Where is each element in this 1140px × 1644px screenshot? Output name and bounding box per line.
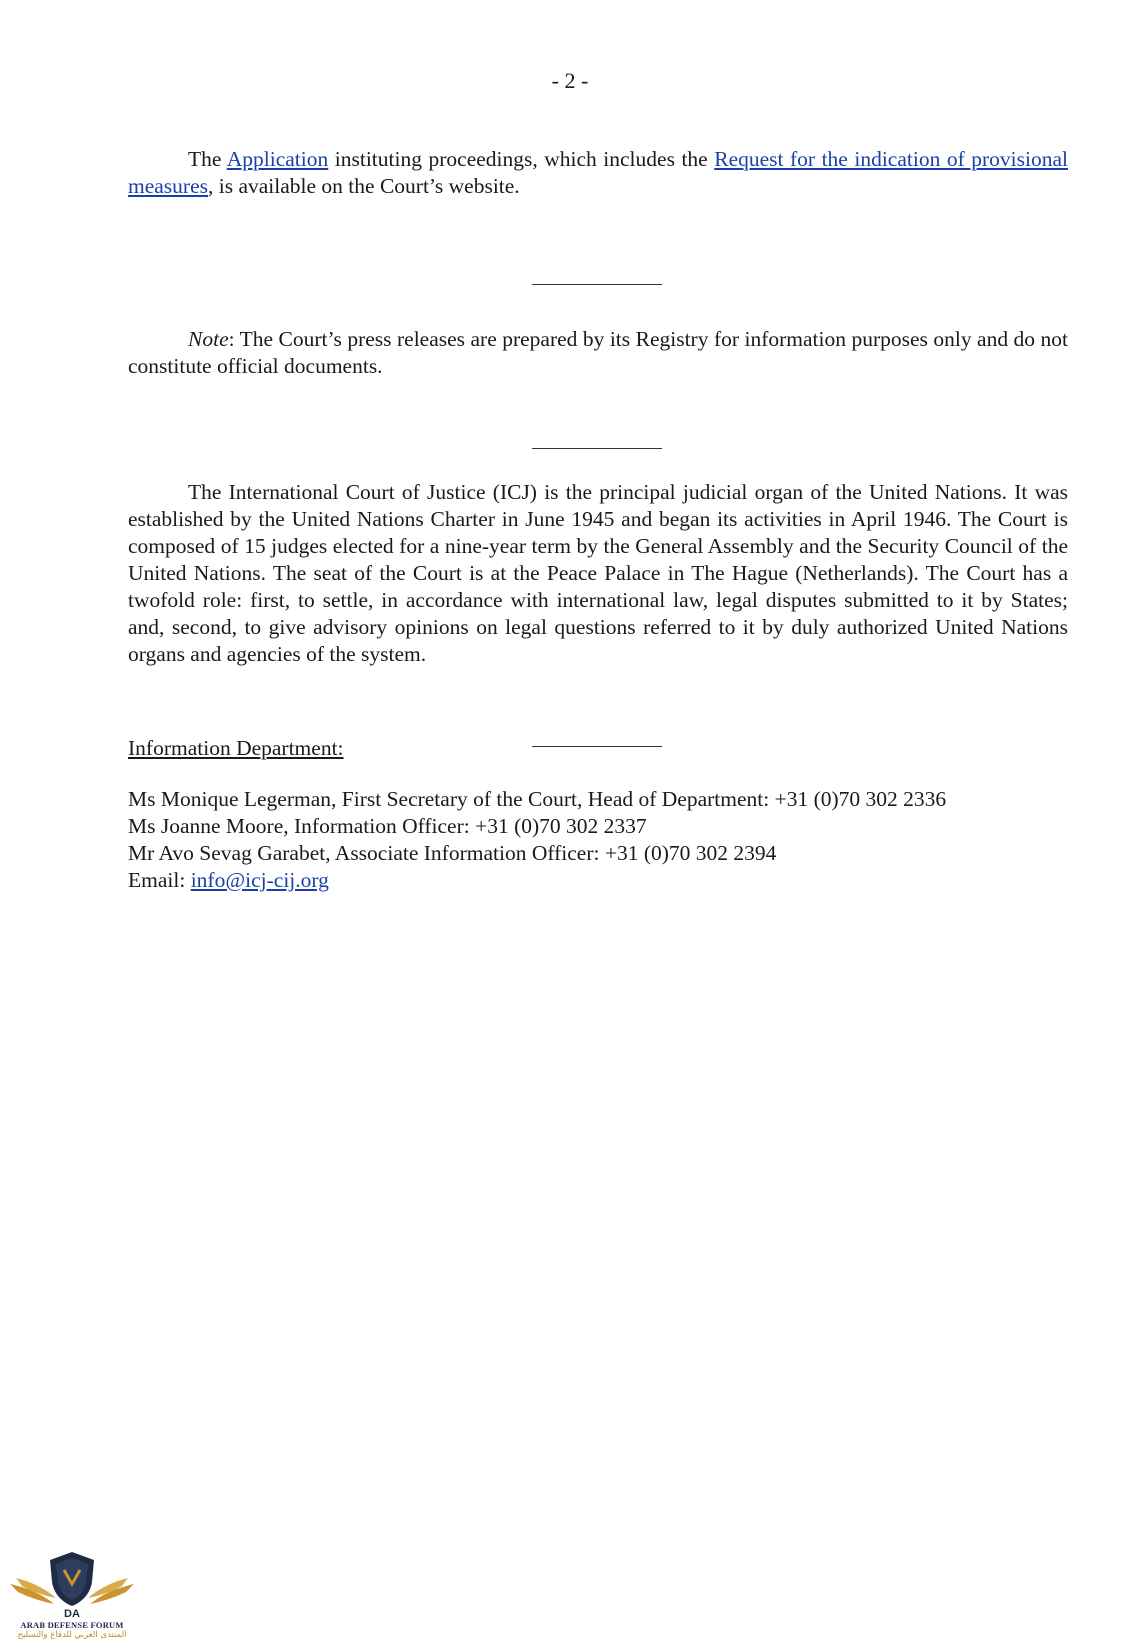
note-label: Note [188, 327, 229, 351]
arab-defense-forum-watermark [8, 1548, 136, 1640]
watermark-short-name: DA [64, 1608, 80, 1620]
contact-line-legerman: Ms Monique Legerman, First Secretary of the Court, Head of Department: +31 (0)70 302 2336 [128, 787, 947, 811]
watermark-arabic-name: المنتدى العربي للدفاع والتسليح [17, 1630, 127, 1640]
page-number: - 2 - [551, 68, 589, 93]
note-text: : The Court’s press releases are prepared by its Registry for information purposes only and do not constitute official documents. [128, 327, 1068, 378]
email-line [128, 867, 1068, 894]
provisional-measures-request-link[interactable]: Request for the indication of provisional measures [128, 147, 1068, 198]
application-text-1: The [188, 147, 227, 171]
contacts-section [128, 735, 1068, 894]
application-text-2: instituting proceedings, which includes the [328, 147, 715, 171]
information-department-heading: Information Department: [128, 736, 344, 760]
application-paragraph [128, 146, 1068, 200]
note-paragraph [128, 326, 1068, 380]
email-label: Email: [128, 868, 191, 892]
contact-line-garabet: Mr Avo Sevag Garabet, Associate Information Officer: +31 (0)70 302 2394 [128, 841, 777, 865]
contact-line-moore: Ms Joanne Moore, Information Officer: +31 (0)70 302 2337 [128, 814, 647, 838]
application-text-3: , is available on the Court’s website. [208, 174, 520, 198]
watermark-english-name: ARAB DEFENSE FORUM [20, 1620, 124, 1630]
separator-rule-1 [532, 284, 662, 285]
separator-rule-2 [532, 448, 662, 449]
eagle-shield-icon [8, 1548, 136, 1610]
email-link[interactable]: info@icj-cij.org [190, 868, 329, 892]
icj-description-paragraph: The International Court of Justice (ICJ) is the principal judicial organ of the United Nations. It was established by the United Nations Charter in June 1945 and began its activities in April 1946. The Court is composed of 15 judges elected for a nine-year term by the General Assembly and the Security Council of the United Nations. The seat of the Court is at the Peace Palace in The Hague (Netherlands). The Court has a twofold role: first, to settle, in accordance with international law, legal disputes submitted to it by States; and, second, to give advisory opinions on legal questions referred to it by duly authorized United Nations organs and agencies of the system. [128, 480, 1068, 666]
application-link[interactable]: Application [226, 147, 329, 171]
